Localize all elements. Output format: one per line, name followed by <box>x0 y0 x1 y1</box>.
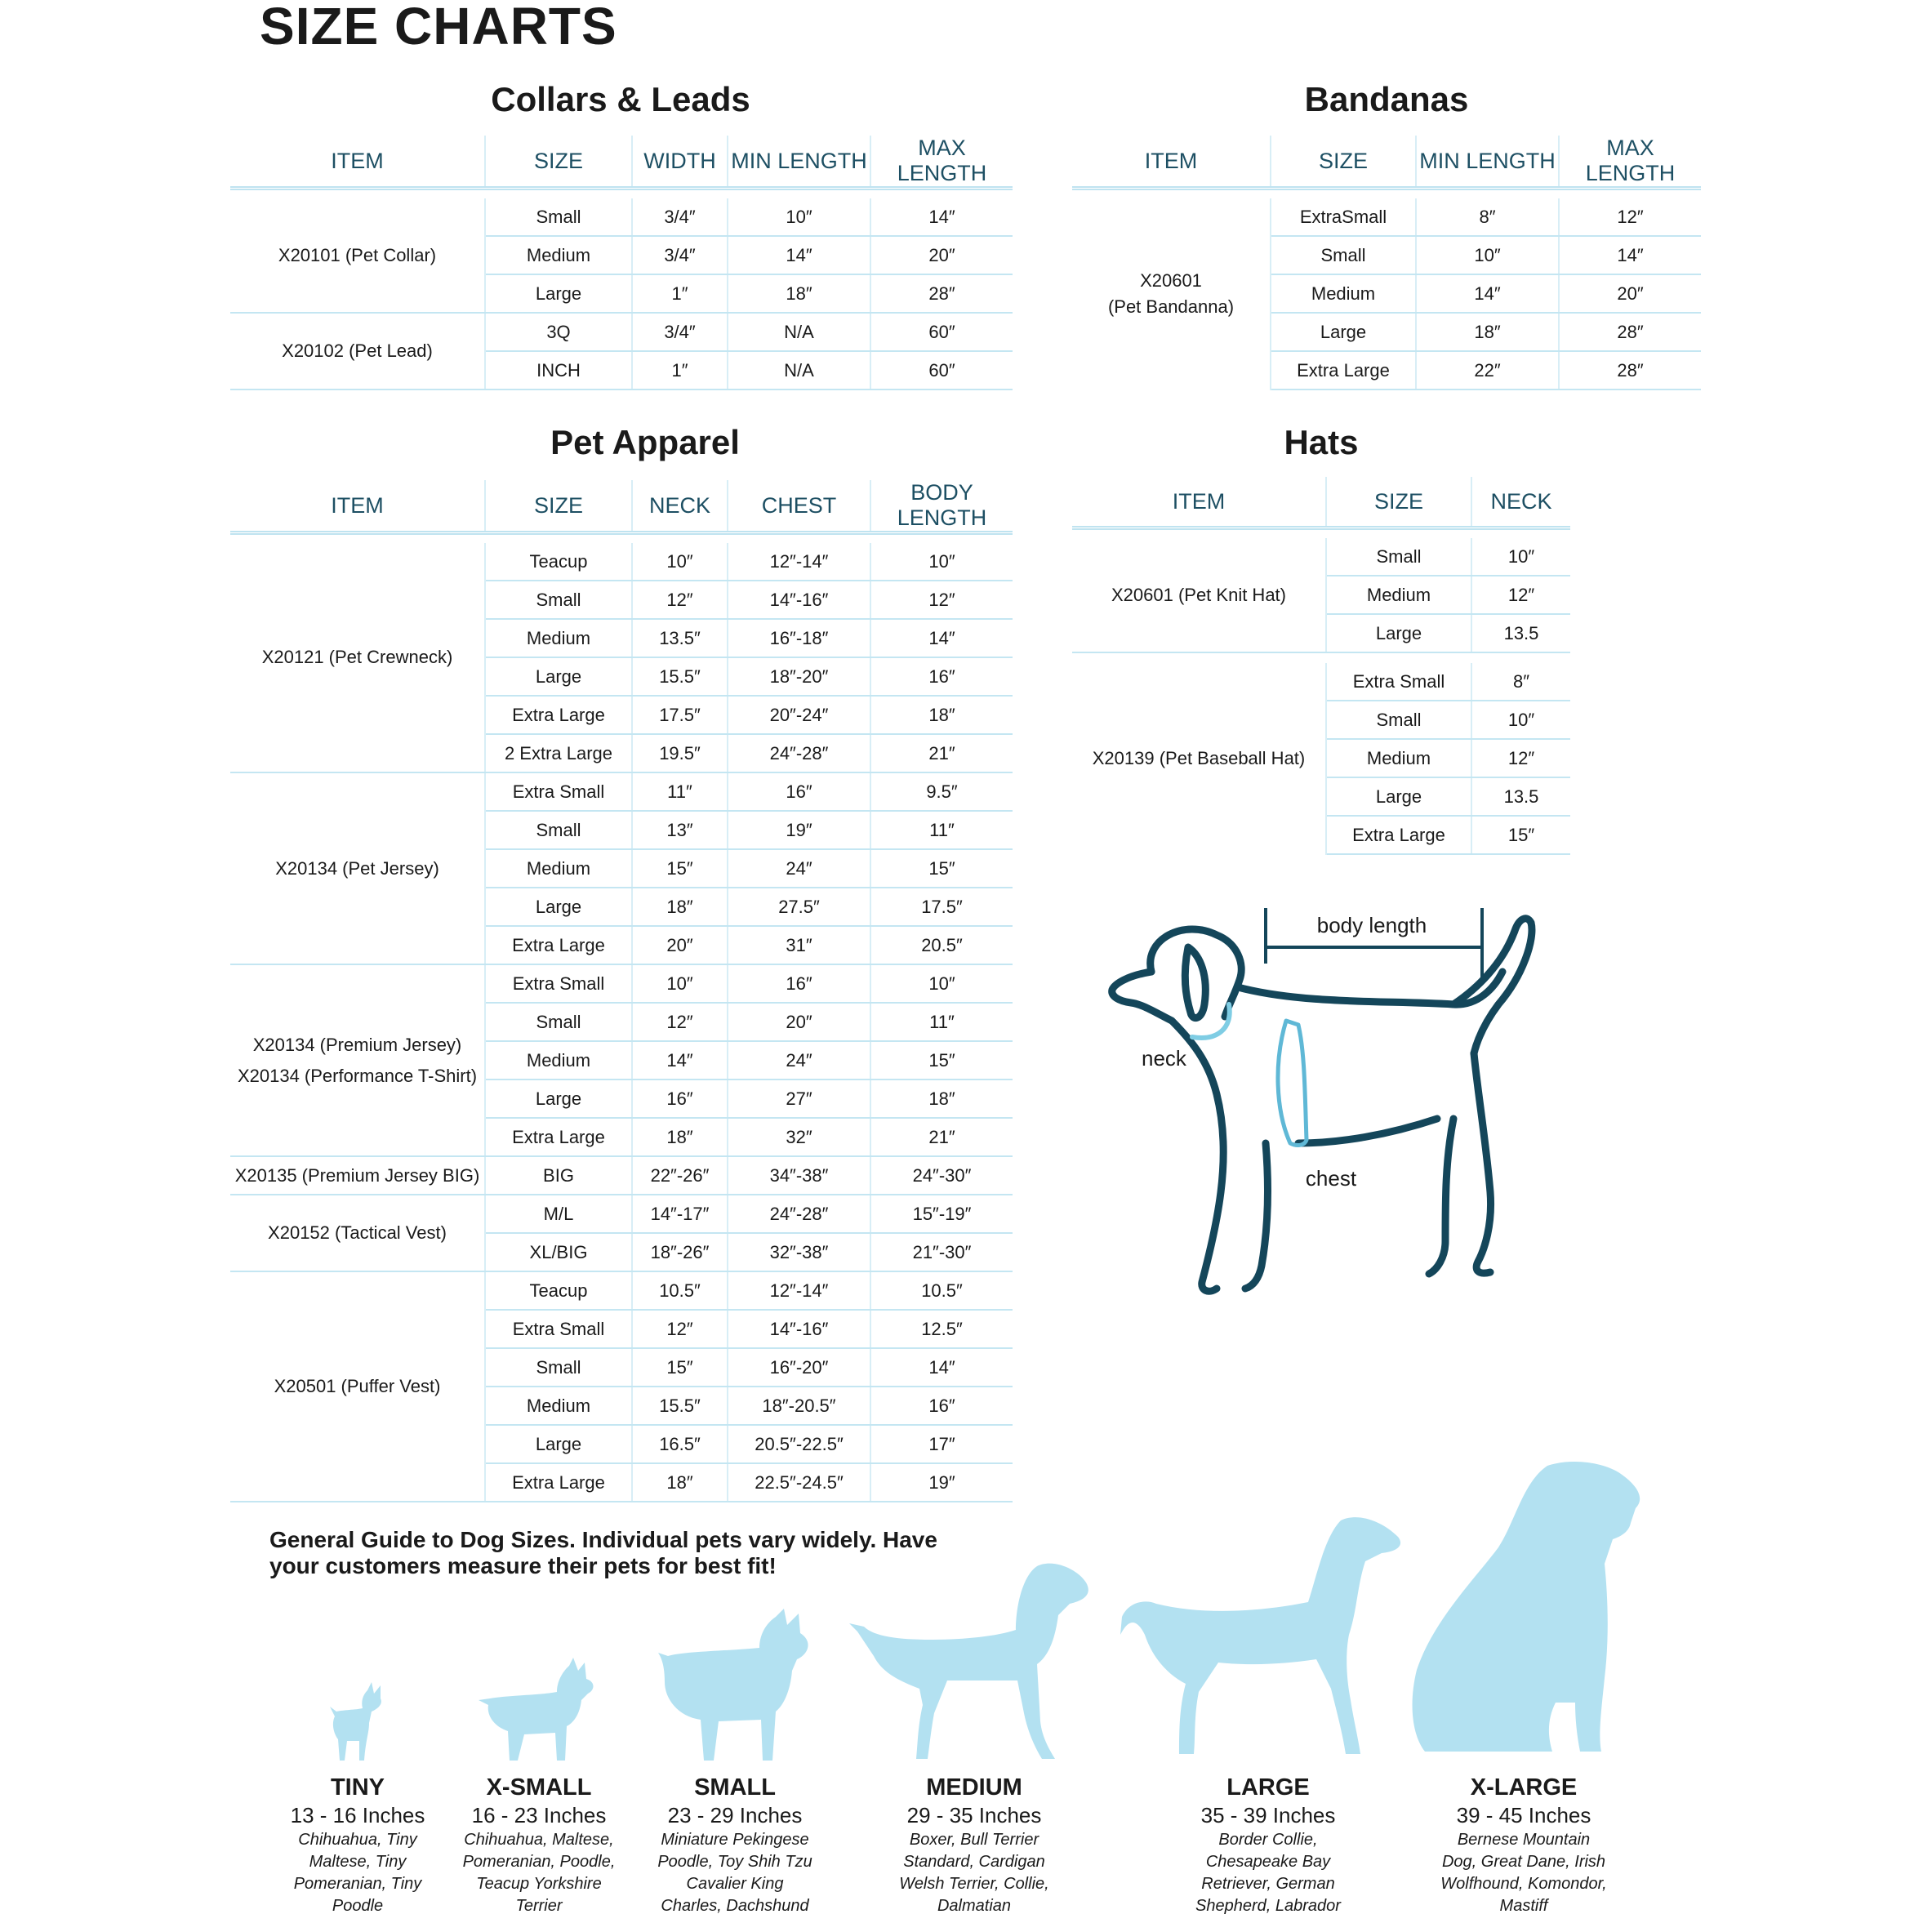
chest-cell: 27.5″ <box>728 888 870 926</box>
collars-title: Collars & Leads <box>491 80 750 118</box>
body-length-cell: 19″ <box>870 1463 1013 1502</box>
chest-cell: 16″ <box>728 964 870 1003</box>
col-header-item: ITEM <box>1072 477 1326 528</box>
neck-cell: 15″ <box>632 849 728 888</box>
dog-size-column <box>1430 1774 1618 1917</box>
col-header-item: ITEM <box>230 136 485 189</box>
chest-cell: 24″ <box>728 849 870 888</box>
col-header-body-length: BODY LENGTH <box>870 480 1013 533</box>
breed-line: Pomeranian, Poodle, <box>462 1853 616 1871</box>
col-header-max-length: MAX LENGTH <box>870 136 1013 189</box>
size-range: 39 - 45 Inches <box>1456 1803 1591 1827</box>
breed-line: Chihuahua, Maltese, <box>464 1831 614 1849</box>
size-cell: Small <box>485 581 632 619</box>
size-cell: Medium <box>485 1387 632 1425</box>
size-cell: Extra Small <box>1326 663 1471 701</box>
breed-line: Bernese Mountain <box>1457 1831 1591 1849</box>
col-header-width: WIDTH <box>632 136 728 189</box>
col-header-item: ITEM <box>1072 136 1271 189</box>
size-cell: Teacup <box>485 543 632 581</box>
item-line: (Pet Bandanna) <box>1107 296 1235 317</box>
chest-cell: 12″-14″ <box>728 1271 870 1310</box>
item-cell: X20121 (Pet Crewneck) <box>230 543 485 772</box>
neck-cell: 10″ <box>632 543 728 581</box>
size-cell: Small <box>1271 236 1416 274</box>
chest-label: chest <box>1305 1166 1357 1191</box>
size-cell: Extra Small <box>485 964 632 1003</box>
breed-line: Mastiff <box>1499 1897 1548 1915</box>
size-cell: Medium <box>485 1041 632 1080</box>
breed-line: Maltese, Tiny <box>309 1853 407 1871</box>
small-dog-silhouette <box>653 1609 817 1764</box>
size-cell: Medium <box>485 849 632 888</box>
tiny-dog-silhouette <box>327 1682 392 1764</box>
min-length-cell: 10″ <box>728 198 870 236</box>
table-row <box>230 1156 1013 1195</box>
body-length-cell: 9.5″ <box>870 772 1013 811</box>
item-cell: X20135 (Premium Jersey BIG) <box>230 1156 485 1195</box>
col-header-neck: NECK <box>632 480 728 533</box>
body-length-cell: 21″ <box>870 734 1013 772</box>
chest-cell: 24″ <box>728 1041 870 1080</box>
size-cell: Large <box>485 274 632 313</box>
max-length-cell: 20″ <box>870 236 1013 274</box>
min-length-cell: 18″ <box>1416 313 1559 351</box>
body-length-cell: 21″ <box>870 1118 1013 1156</box>
item-cell: X20102 (Pet Lead) <box>230 313 485 390</box>
neck-cell: 13.5 <box>1471 614 1570 652</box>
item-line: X20134 (Premium Jersey) <box>252 1034 462 1055</box>
breed-line: Poodle, Toy Shih Tzu <box>657 1853 812 1871</box>
size-cell: M/L <box>485 1195 632 1233</box>
table-row <box>230 772 1013 811</box>
item-cell: X20134 (Pet Jersey) <box>230 772 485 964</box>
size-cell: Small <box>485 1003 632 1041</box>
breed-line: Retriever, German <box>1201 1875 1335 1893</box>
chest-cell: 32″ <box>728 1118 870 1156</box>
size-cell: Medium <box>485 619 632 657</box>
size-cell: Medium <box>1326 576 1471 614</box>
breed-line: Charles, Dachshund <box>661 1897 809 1915</box>
size-cell: Extra Large <box>485 926 632 964</box>
size-cell: Large <box>1326 777 1471 816</box>
dog-size-column <box>641 1774 829 1917</box>
max-length-cell: 14″ <box>870 198 1013 236</box>
col-header-chest: CHEST <box>728 480 870 533</box>
chest-cell: 18″-20″ <box>728 657 870 696</box>
body-length-cell: 21″-30″ <box>870 1233 1013 1271</box>
size-cell: Extra Large <box>485 696 632 734</box>
neck-cell: 10″ <box>1471 701 1570 739</box>
chest-cell: 27″ <box>728 1080 870 1118</box>
size-cell: Extra Large <box>1271 351 1416 390</box>
size-range: 23 - 29 Inches <box>667 1803 803 1827</box>
size-cell: Medium <box>1271 274 1416 313</box>
neck-cell: 16″ <box>632 1080 728 1118</box>
neck-cell: 16.5″ <box>632 1425 728 1463</box>
bandanas-table <box>1072 136 1701 390</box>
breed-line: Shepherd, Labrador <box>1195 1897 1341 1915</box>
neck-cell: 12″ <box>632 1003 728 1041</box>
neck-label: neck <box>1142 1046 1186 1071</box>
breed-line: Welsh Terrier, Collie, <box>899 1875 1049 1893</box>
hats-title: Hats <box>1284 423 1359 461</box>
neck-cell: 14″-17″ <box>632 1195 728 1233</box>
chest-cell: 20.5″-22.5″ <box>728 1425 870 1463</box>
neck-cell: 11″ <box>632 772 728 811</box>
item-cell: X20101 (Pet Collar) <box>230 198 485 313</box>
col-header-size: SIZE <box>1326 477 1471 528</box>
breed-line: Pomeranian, Tiny <box>293 1875 422 1893</box>
neck-cell: 18″ <box>632 1463 728 1502</box>
x-large-dog-silhouette <box>1409 1458 1645 1760</box>
body-length-cell: 14″ <box>870 619 1013 657</box>
neck-cell: 20″ <box>632 926 728 964</box>
max-length-cell: 60″ <box>870 351 1013 390</box>
size-cell: BIG <box>485 1156 632 1195</box>
body-length-cell: 12.5″ <box>870 1310 1013 1348</box>
size-cell: Extra Large <box>1326 816 1471 854</box>
body-length-cell: 18″ <box>870 1080 1013 1118</box>
apparel-title: Pet Apparel <box>550 423 740 461</box>
size-name: SMALL <box>694 1774 776 1801</box>
table-row <box>230 964 1013 1003</box>
dog-outline <box>1112 919 1532 1291</box>
medium-dog-silhouette <box>849 1558 1094 1762</box>
size-name: X-LARGE <box>1470 1774 1578 1801</box>
max-length-cell: 60″ <box>870 313 1013 351</box>
body-length-cell: 14″ <box>870 1348 1013 1387</box>
breed-line: Wolfhound, Komondor, <box>1440 1875 1607 1893</box>
size-range: 35 - 39 Inches <box>1200 1803 1336 1827</box>
apparel-table <box>230 480 1013 1502</box>
dog-size-column <box>884 1774 1064 1917</box>
body-length-cell: 20.5″ <box>870 926 1013 964</box>
min-length-cell: N/A <box>728 351 870 390</box>
min-length-cell: N/A <box>728 313 870 351</box>
min-length-cell: 22″ <box>1416 351 1559 390</box>
breed-line: Boxer, Bull Terrier <box>909 1831 1039 1849</box>
breed-line: Chesapeake Bay <box>1205 1853 1331 1871</box>
item-line: X20601 <box>1140 270 1202 291</box>
col-header-item: ITEM <box>230 480 485 533</box>
large-dog-silhouette <box>1120 1512 1406 1757</box>
item-cell: X20501 (Puffer Vest) <box>230 1271 485 1502</box>
col-header-size: SIZE <box>485 136 632 189</box>
body-length-cell: 16″ <box>870 1387 1013 1425</box>
breed-line: Border Collie, <box>1218 1831 1318 1849</box>
size-cell: Extra Large <box>485 1118 632 1156</box>
item-cell: X20152 (Tactical Vest) <box>230 1195 485 1271</box>
table-row <box>230 543 1013 581</box>
size-cell: Extra Small <box>485 772 632 811</box>
body-length-cell: 15″ <box>870 849 1013 888</box>
item-cell <box>230 964 485 1156</box>
breed-line: Poodle <box>332 1897 384 1915</box>
bandanas-title: Bandanas <box>1304 80 1469 118</box>
breed-line: Chihuahua, Tiny <box>298 1831 417 1849</box>
size-cell: ExtraSmall <box>1271 198 1416 236</box>
chest-cell: 19″ <box>728 811 870 849</box>
page-title: SIZE CHARTS <box>260 0 617 56</box>
width-cell: 1″ <box>632 351 728 390</box>
max-length-cell: 12″ <box>1559 198 1701 236</box>
size-cell: 3Q <box>485 313 632 351</box>
chest-cell: 20″-24″ <box>728 696 870 734</box>
breed-line: Dog, Great Dane, Irish <box>1441 1853 1606 1871</box>
body-length-cell: 18″ <box>870 696 1013 734</box>
body-length-cell: 11″ <box>870 811 1013 849</box>
size-cell: Extra Large <box>485 1463 632 1502</box>
col-header-neck: NECK <box>1471 477 1570 528</box>
size-cell: Small <box>1326 701 1471 739</box>
item-cell <box>1072 198 1271 390</box>
col-header-min-length: MIN LENGTH <box>728 136 870 189</box>
size-cell: XL/BIG <box>485 1233 632 1271</box>
col-header-max-length: MAX LENGTH <box>1559 136 1701 189</box>
min-length-cell: 14″ <box>728 236 870 274</box>
min-length-cell: 14″ <box>1416 274 1559 313</box>
max-length-cell: 28″ <box>1559 351 1701 390</box>
collars-table <box>230 136 1013 390</box>
neck-cell: 10.5″ <box>632 1271 728 1310</box>
neck-cell: 18″ <box>632 888 728 926</box>
size-cell: Small <box>1326 538 1471 576</box>
neck-cell: 18″-26″ <box>632 1233 728 1271</box>
item-cell: X20601 (Pet Knit Hat) <box>1072 538 1326 652</box>
width-cell: 1″ <box>632 274 728 313</box>
max-length-cell: 20″ <box>1559 274 1701 313</box>
chest-cell: 18″-20.5″ <box>728 1387 870 1425</box>
breed-line: Teacup Yorkshire <box>476 1875 602 1893</box>
col-header-size: SIZE <box>485 480 632 533</box>
table-row <box>230 313 1013 351</box>
col-header-size: SIZE <box>1271 136 1416 189</box>
chest-cell: 24″-28″ <box>728 1195 870 1233</box>
body-length-cell: 15″-19″ <box>870 1195 1013 1233</box>
body-length-cell: 10″ <box>870 964 1013 1003</box>
chest-cell: 22.5″-24.5″ <box>728 1463 870 1502</box>
size-cell: Teacup <box>485 1271 632 1310</box>
breed-line: Standard, Cardigan <box>903 1853 1045 1871</box>
table-row <box>1072 663 1570 701</box>
table-row <box>1072 538 1570 576</box>
guide-text-line: your customers measure their pets for best fit! <box>269 1553 777 1578</box>
guide-text-line: General Guide to Dog Sizes. Individual pets vary widely. Have <box>269 1527 937 1552</box>
size-cell: Medium <box>485 236 632 274</box>
dog-size-column <box>1174 1774 1362 1917</box>
size-name: TINY <box>330 1774 385 1801</box>
size-range: 16 - 23 Inches <box>471 1803 607 1827</box>
neck-cell: 19.5″ <box>632 734 728 772</box>
width-cell: 3/4″ <box>632 236 728 274</box>
neck-cell: 12″ <box>632 1310 728 1348</box>
breed-line: Miniature Pekingese <box>661 1831 809 1849</box>
size-name: MEDIUM <box>926 1774 1022 1801</box>
body-length-cell: 16″ <box>870 657 1013 696</box>
x-small-dog-silhouette <box>475 1658 598 1764</box>
table-row <box>1072 198 1701 236</box>
size-cell: Large <box>485 657 632 696</box>
neck-cell: 13″ <box>632 811 728 849</box>
neck-cell: 15.5″ <box>632 657 728 696</box>
item-line: X20134 (Performance T-Shirt) <box>237 1065 478 1086</box>
neck-cell: 17.5″ <box>632 696 728 734</box>
max-length-cell: 28″ <box>1559 313 1701 351</box>
size-name: X-SMALL <box>486 1774 592 1801</box>
col-header-min-length: MIN LENGTH <box>1416 136 1559 189</box>
neck-cell: 10″ <box>1471 538 1570 576</box>
neck-cell: 13.5 <box>1471 777 1570 816</box>
breed-line: Cavalier King <box>686 1875 784 1893</box>
chest-cell: 16″-20″ <box>728 1348 870 1387</box>
chest-cell: 31″ <box>728 926 870 964</box>
neck-cell: 12″ <box>1471 576 1570 614</box>
neck-cell: 22″-26″ <box>632 1156 728 1195</box>
size-range: 29 - 35 Inches <box>906 1803 1042 1827</box>
body-length-cell: 17.5″ <box>870 888 1013 926</box>
body-length-label: body length <box>1316 913 1427 937</box>
max-length-cell: 14″ <box>1559 236 1701 274</box>
body-length-cell: 10″ <box>870 543 1013 581</box>
chest-cell: 14″-16″ <box>728 1310 870 1348</box>
neck-cell: 14″ <box>632 1041 728 1080</box>
size-cell: Large <box>485 888 632 926</box>
body-length-cell: 24″-30″ <box>870 1156 1013 1195</box>
body-length-cell: 15″ <box>870 1041 1013 1080</box>
chest-cell: 20″ <box>728 1003 870 1041</box>
size-cell: INCH <box>485 351 632 390</box>
measurement-dog-diagram <box>1094 898 1600 1323</box>
width-cell: 3/4″ <box>632 198 728 236</box>
neck-cell: 18″ <box>632 1118 728 1156</box>
size-cell: Small <box>485 811 632 849</box>
size-cell: Extra Small <box>485 1310 632 1348</box>
size-cell: Small <box>485 198 632 236</box>
size-cell: Large <box>485 1080 632 1118</box>
size-cell: Large <box>1271 313 1416 351</box>
item-cell: X20139 (Pet Baseball Hat) <box>1072 663 1326 854</box>
neck-cell: 15.5″ <box>632 1387 728 1425</box>
size-range: 13 - 16 Inches <box>290 1803 425 1827</box>
table-row <box>230 198 1013 236</box>
body-length-cell: 11″ <box>870 1003 1013 1041</box>
neck-cell: 12″ <box>1471 739 1570 777</box>
size-name: LARGE <box>1226 1774 1310 1801</box>
min-length-cell: 10″ <box>1416 236 1559 274</box>
size-cell: 2 Extra Large <box>485 734 632 772</box>
chest-cell: 34″-38″ <box>728 1156 870 1195</box>
min-length-cell: 8″ <box>1416 198 1559 236</box>
neck-cell: 15″ <box>632 1348 728 1387</box>
neck-cell: 13.5″ <box>632 619 728 657</box>
table-row <box>230 1271 1013 1310</box>
width-cell: 3/4″ <box>632 313 728 351</box>
min-length-cell: 18″ <box>728 274 870 313</box>
body-length-cell: 17″ <box>870 1425 1013 1463</box>
breed-line: Terrier <box>515 1897 563 1915</box>
size-cell: Medium <box>1326 739 1471 777</box>
size-cell: Large <box>1326 614 1471 652</box>
dog-size-column <box>288 1774 427 1917</box>
size-cell: Small <box>485 1348 632 1387</box>
dog-size-column <box>449 1774 629 1917</box>
body-length-cell: 10.5″ <box>870 1271 1013 1310</box>
size-cell: Large <box>485 1425 632 1463</box>
neck-cell: 10″ <box>632 964 728 1003</box>
chest-cell: 32″-38″ <box>728 1233 870 1271</box>
neck-cell: 8″ <box>1471 663 1570 701</box>
breed-line: Dalmatian <box>937 1897 1012 1915</box>
neck-cell: 12″ <box>632 581 728 619</box>
body-length-cell: 12″ <box>870 581 1013 619</box>
chest-cell: 14″-16″ <box>728 581 870 619</box>
chest-cell: 24″-28″ <box>728 734 870 772</box>
neck-cell: 15″ <box>1471 816 1570 854</box>
chest-cell: 16″ <box>728 772 870 811</box>
table-row <box>230 1195 1013 1233</box>
hats-table <box>1072 477 1570 855</box>
max-length-cell: 28″ <box>870 274 1013 313</box>
chest-cell: 12″-14″ <box>728 543 870 581</box>
chest-cell: 16″-18″ <box>728 619 870 657</box>
